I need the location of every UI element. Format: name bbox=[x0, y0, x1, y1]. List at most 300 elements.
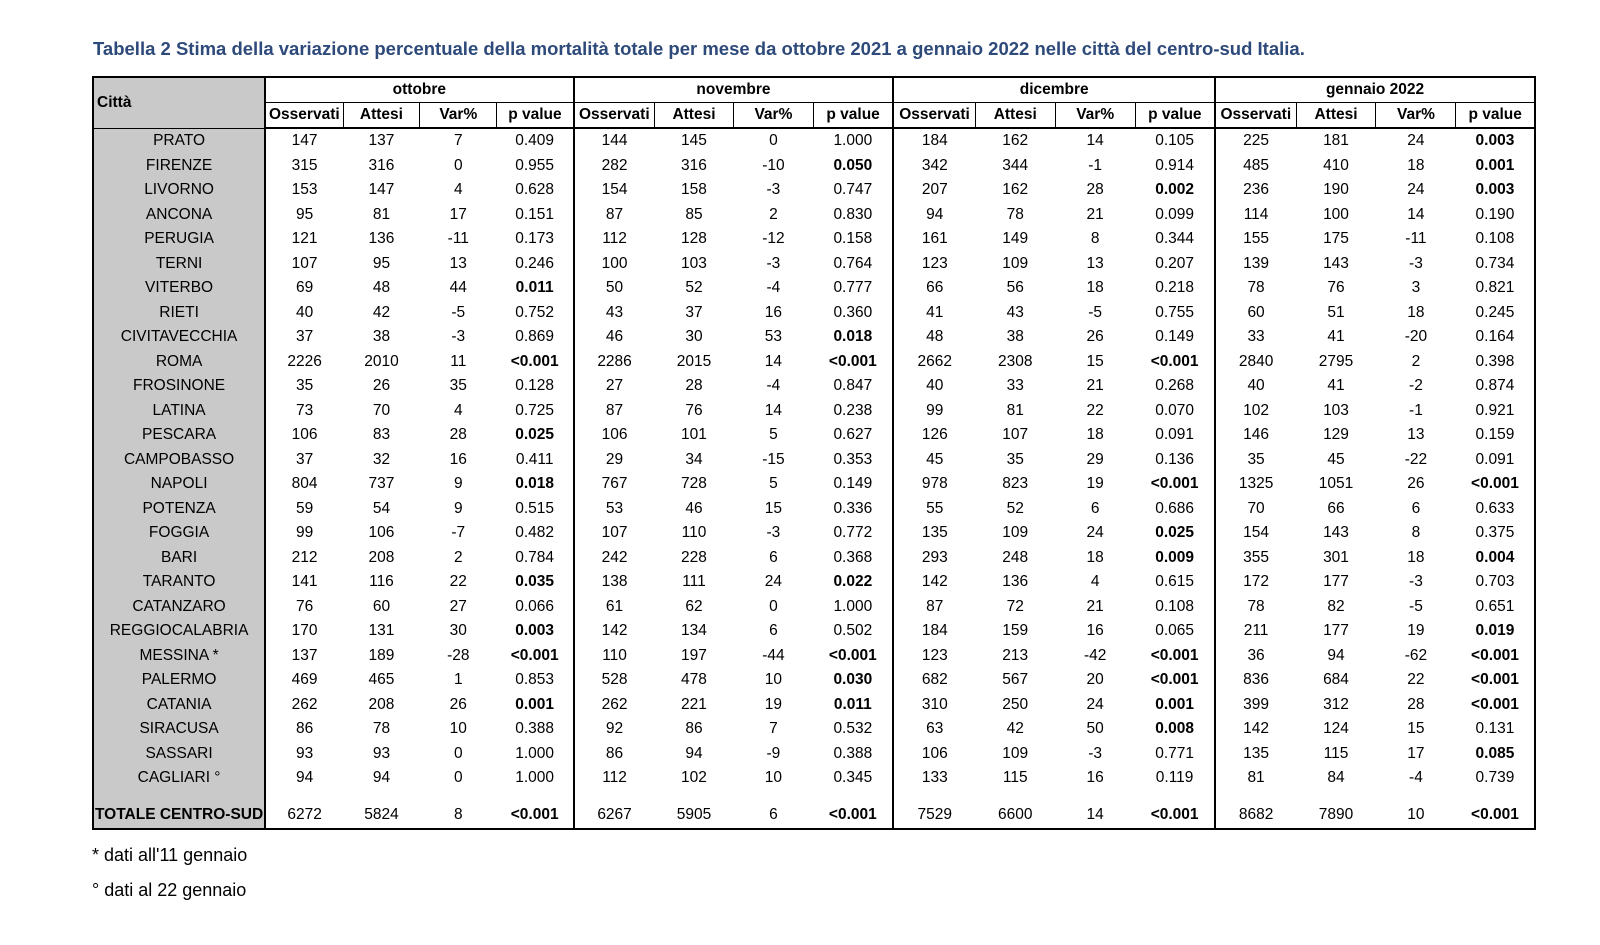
value-cell: 24 bbox=[1407, 181, 1425, 199]
value-cell: 1051 bbox=[1318, 475, 1354, 493]
value-cell: 128 bbox=[681, 230, 707, 248]
value-cell: 0.001 bbox=[1155, 695, 1194, 713]
value-cell: 158 bbox=[681, 181, 707, 199]
value-cell: 0.065 bbox=[1155, 622, 1194, 640]
value-cell: 69 bbox=[265, 276, 343, 301]
value-cell: 4 bbox=[1090, 573, 1100, 591]
value-cell: 0.018 bbox=[515, 475, 555, 493]
city-cell: TARANTO bbox=[93, 570, 265, 595]
spacer-cell bbox=[420, 791, 497, 802]
value-cell: 0.128 bbox=[515, 377, 555, 395]
value-cell: 316 bbox=[681, 156, 707, 174]
value-cell: 84 bbox=[1327, 769, 1345, 787]
city-header: Città bbox=[93, 77, 265, 128]
value-cell: -4 bbox=[766, 377, 781, 395]
value-cell: 177 bbox=[1323, 573, 1349, 591]
value-cell: 106 bbox=[265, 423, 343, 448]
value-cell: 82 bbox=[1327, 597, 1345, 615]
value-cell: 1325 bbox=[1215, 472, 1296, 497]
value-cell: 0.874 bbox=[1475, 377, 1515, 395]
value-cell: 16 bbox=[1086, 622, 1104, 640]
value-cell: 54 bbox=[372, 499, 391, 517]
value-cell: 0.921 bbox=[1475, 401, 1515, 419]
value-cell: 103 bbox=[681, 254, 707, 272]
city-cell: MESSINA * bbox=[93, 644, 265, 669]
spacer-cell bbox=[813, 791, 893, 802]
value-cell: 24 bbox=[1086, 524, 1104, 542]
value-cell: 208 bbox=[368, 695, 395, 713]
value-cell: 262 bbox=[265, 693, 343, 718]
value-cell: 133 bbox=[893, 766, 975, 791]
value-cell: 83 bbox=[372, 426, 391, 444]
value-cell: 0.409 bbox=[515, 132, 555, 150]
value-cell: 107 bbox=[265, 252, 343, 277]
value-cell: 92 bbox=[574, 717, 655, 742]
value-cell: 21 bbox=[1086, 597, 1104, 615]
value-cell: <0.001 bbox=[1471, 695, 1519, 713]
value-cell: 2015 bbox=[676, 352, 712, 370]
value-cell: 684 bbox=[1323, 671, 1349, 689]
value-cell: 208 bbox=[368, 548, 395, 566]
city-cell: FROSINONE bbox=[93, 374, 265, 399]
table-row bbox=[93, 203, 1535, 228]
table-row bbox=[93, 766, 1535, 791]
value-cell: 106 bbox=[574, 423, 655, 448]
value-cell: 767 bbox=[574, 472, 655, 497]
subheader-cell: Var% bbox=[1055, 103, 1135, 129]
city-cell: ROMA bbox=[93, 350, 265, 375]
value-cell: 103 bbox=[1323, 401, 1349, 419]
value-cell: 0.025 bbox=[515, 426, 555, 444]
table-title: Tabella 2 Stima della variazione percentuale della mortalità totale per mese da ottobre 2021 a gennaio 2022 nelle città del centro-sud Italia. bbox=[93, 38, 1305, 59]
spacer-cell bbox=[1456, 791, 1535, 802]
value-cell: 144 bbox=[574, 128, 655, 154]
city-cell: BARI bbox=[93, 546, 265, 571]
value-cell: 136 bbox=[368, 230, 395, 248]
value-cell: 10 bbox=[764, 671, 783, 689]
value-cell: 135 bbox=[1215, 742, 1296, 767]
footnote-messina: * dati all'11 gennaio bbox=[92, 845, 248, 865]
value-cell: 76 bbox=[1327, 279, 1345, 297]
value-cell: 213 bbox=[1002, 646, 1029, 664]
table-row bbox=[93, 252, 1535, 277]
value-cell: 87 bbox=[574, 399, 655, 424]
value-cell: 153 bbox=[265, 178, 343, 203]
value-cell: 110 bbox=[574, 644, 655, 669]
spacer-cell bbox=[655, 791, 734, 802]
value-cell: 0.018 bbox=[833, 328, 873, 346]
value-cell: 7 bbox=[769, 720, 778, 738]
table-row bbox=[93, 742, 1535, 767]
value-cell: 1.000 bbox=[515, 769, 555, 787]
value-cell: 94 bbox=[1327, 646, 1345, 664]
spacer-cell bbox=[497, 791, 574, 802]
value-cell: 0.368 bbox=[833, 548, 873, 566]
value-cell: 0.375 bbox=[1475, 524, 1515, 542]
value-cell: 181 bbox=[1323, 132, 1349, 150]
value-cell: 399 bbox=[1215, 693, 1296, 718]
value-cell: 41 bbox=[893, 301, 975, 326]
value-cell: 37 bbox=[265, 325, 343, 350]
value-cell: 143 bbox=[1323, 524, 1349, 542]
spacer-cell bbox=[1055, 791, 1135, 802]
value-cell: 20 bbox=[1086, 671, 1104, 689]
value-cell: 0.268 bbox=[1155, 377, 1194, 395]
spacer-cell bbox=[265, 791, 343, 802]
city-cell: PALERMO bbox=[93, 668, 265, 693]
value-cell: 15 bbox=[764, 499, 783, 517]
value-cell: 0.151 bbox=[515, 205, 555, 223]
city-cell: CATANIA bbox=[93, 693, 265, 718]
value-cell: -3 bbox=[766, 181, 781, 199]
value-cell: 18 bbox=[1407, 303, 1425, 321]
value-cell: 0.703 bbox=[1475, 573, 1515, 591]
value-cell: 0.066 bbox=[515, 597, 555, 615]
value-cell: <0.001 bbox=[828, 646, 877, 664]
value-cell: <0.001 bbox=[1150, 646, 1199, 664]
value-cell: 315 bbox=[265, 154, 343, 179]
value-cell: 0.091 bbox=[1475, 450, 1515, 468]
value-cell: 0.502 bbox=[833, 622, 873, 640]
value-cell: 1.000 bbox=[833, 132, 873, 150]
value-cell: 63 bbox=[893, 717, 975, 742]
value-cell: 15 bbox=[1086, 352, 1104, 370]
value-cell: 0.070 bbox=[1155, 401, 1194, 419]
value-cell: 94 bbox=[372, 769, 391, 787]
value-cell: 8 bbox=[1090, 230, 1100, 248]
city-cell: CIVITAVECCHIA bbox=[93, 325, 265, 350]
value-cell: 0.830 bbox=[833, 205, 873, 223]
value-cell: 106 bbox=[368, 524, 395, 542]
value-cell: 112 bbox=[574, 766, 655, 791]
value-cell: 2840 bbox=[1215, 350, 1296, 375]
value-cell: 53 bbox=[574, 497, 655, 522]
value-cell: 100 bbox=[1323, 205, 1349, 223]
value-cell: 45 bbox=[1327, 450, 1345, 468]
value-cell: 0.011 bbox=[515, 279, 554, 297]
month-header-ottobre: ottobre bbox=[265, 77, 573, 103]
value-cell: -3 bbox=[766, 524, 781, 542]
value-cell: 344 bbox=[1002, 156, 1029, 174]
value-cell: 978 bbox=[893, 472, 975, 497]
subheader-row bbox=[93, 103, 1535, 129]
value-cell: 41 bbox=[1327, 328, 1345, 346]
value-cell: 22 bbox=[1407, 671, 1425, 689]
value-cell: <0.001 bbox=[1471, 475, 1519, 493]
value-cell: 123 bbox=[893, 252, 975, 277]
month-header-gennaio: gennaio 2022 bbox=[1215, 77, 1535, 103]
value-cell: 46 bbox=[685, 499, 703, 517]
value-cell: -3 bbox=[1088, 744, 1103, 762]
value-cell: 114 bbox=[1215, 203, 1296, 228]
value-cell: 112 bbox=[574, 227, 655, 252]
value-cell: 14 bbox=[1086, 132, 1104, 150]
value-cell: 16 bbox=[764, 303, 783, 321]
subheader-cell: Osservati bbox=[1215, 103, 1296, 129]
value-cell: 116 bbox=[369, 573, 394, 591]
value-cell: 9 bbox=[453, 475, 463, 493]
table-row bbox=[93, 668, 1535, 693]
spacer-cell bbox=[975, 791, 1055, 802]
month-header-dicembre: dicembre bbox=[893, 77, 1215, 103]
table-row bbox=[93, 128, 1535, 154]
value-cell: -4 bbox=[766, 279, 781, 297]
value-cell: 126 bbox=[893, 423, 975, 448]
value-cell: 189 bbox=[368, 646, 395, 664]
value-cell: 42 bbox=[1006, 720, 1024, 738]
value-cell: 28 bbox=[685, 377, 703, 395]
value-cell: 7 bbox=[453, 132, 463, 150]
value-cell: 109 bbox=[1002, 254, 1029, 272]
value-cell: 0.764 bbox=[833, 254, 873, 272]
total-row bbox=[93, 802, 1535, 829]
value-cell: 78 bbox=[372, 720, 391, 738]
value-cell: 567 bbox=[1002, 671, 1029, 689]
value-cell: 18 bbox=[1086, 426, 1104, 444]
value-cell: 52 bbox=[1006, 499, 1024, 517]
value-cell: 52 bbox=[685, 279, 703, 297]
value-cell: 56 bbox=[1006, 279, 1024, 297]
value-cell: -1 bbox=[1088, 156, 1103, 174]
value-cell: 102 bbox=[1215, 399, 1296, 424]
value-cell: 18 bbox=[1086, 548, 1104, 566]
value-cell: 0.207 bbox=[1155, 254, 1194, 272]
value-cell: 35 bbox=[265, 374, 343, 399]
value-cell: 138 bbox=[574, 570, 655, 595]
value-cell: 0.747 bbox=[833, 181, 873, 199]
city-cell: CAMPOBASSO bbox=[93, 448, 265, 473]
value-cell: <0.001 bbox=[510, 646, 559, 664]
value-cell: 22 bbox=[449, 573, 467, 591]
value-cell: 76 bbox=[265, 595, 343, 620]
value-cell: 478 bbox=[681, 671, 707, 689]
value-cell: 78 bbox=[1215, 595, 1296, 620]
value-cell: 10 bbox=[449, 720, 467, 738]
value-cell: 24 bbox=[1407, 132, 1425, 150]
value-cell: 172 bbox=[1215, 570, 1296, 595]
value-cell: 85 bbox=[685, 205, 703, 223]
value-cell: 0.218 bbox=[1155, 279, 1194, 297]
value-cell: <0.001 bbox=[1471, 805, 1519, 823]
value-cell: 59 bbox=[265, 497, 343, 522]
value-cell: 93 bbox=[265, 742, 343, 767]
value-cell: 14 bbox=[764, 352, 783, 370]
value-cell: 0.003 bbox=[1475, 181, 1515, 199]
value-cell: 528 bbox=[574, 668, 655, 693]
value-cell: 0.009 bbox=[1155, 548, 1194, 566]
value-cell: 2286 bbox=[574, 350, 655, 375]
value-cell: 13 bbox=[1086, 254, 1104, 272]
value-cell: 2662 bbox=[893, 350, 975, 375]
value-cell: 310 bbox=[893, 693, 975, 718]
value-cell: 410 bbox=[1323, 156, 1349, 174]
value-cell: 26 bbox=[1407, 475, 1425, 493]
value-cell: 51 bbox=[1327, 303, 1345, 321]
table-row bbox=[93, 350, 1535, 375]
value-cell: 0.246 bbox=[515, 254, 555, 272]
value-cell: 137 bbox=[265, 644, 343, 669]
value-cell: 99 bbox=[265, 521, 343, 546]
value-cell: -11 bbox=[447, 230, 469, 248]
subheader-cell: Osservati bbox=[574, 103, 655, 129]
table-row bbox=[93, 399, 1535, 424]
city-cell: LATINA bbox=[93, 399, 265, 424]
month-header-novembre: novembre bbox=[574, 77, 894, 103]
value-cell: 33 bbox=[1006, 377, 1024, 395]
value-cell: 16 bbox=[449, 450, 467, 468]
value-cell: -5 bbox=[1088, 303, 1103, 321]
value-cell: 0.119 bbox=[1155, 769, 1194, 787]
value-cell: 0.955 bbox=[515, 156, 555, 174]
value-cell: 737 bbox=[368, 475, 395, 493]
value-cell: 76 bbox=[685, 401, 703, 419]
value-cell: 29 bbox=[574, 448, 655, 473]
value-cell: 0.853 bbox=[515, 671, 555, 689]
value-cell: 106 bbox=[893, 742, 975, 767]
value-cell: 100 bbox=[574, 252, 655, 277]
value-cell: 184 bbox=[893, 128, 975, 154]
value-cell: 19 bbox=[764, 695, 783, 713]
value-cell: 55 bbox=[893, 497, 975, 522]
spacer-row bbox=[93, 791, 1535, 802]
value-cell: 78 bbox=[1006, 205, 1024, 223]
value-cell: -7 bbox=[451, 524, 466, 542]
value-cell: 0.411 bbox=[515, 450, 554, 468]
value-cell: 0 bbox=[453, 156, 463, 174]
city-cell: PRATO bbox=[93, 128, 265, 154]
subheader-cell: p value bbox=[1135, 103, 1215, 129]
spacer-cell bbox=[93, 791, 265, 802]
value-cell: 485 bbox=[1215, 154, 1296, 179]
value-cell: 211 bbox=[1215, 619, 1296, 644]
value-cell: 0.847 bbox=[833, 377, 873, 395]
value-cell: 0.238 bbox=[833, 401, 873, 419]
spacer-cell bbox=[1135, 791, 1215, 802]
value-cell: 262 bbox=[574, 693, 655, 718]
value-cell: 6 bbox=[769, 548, 778, 566]
value-cell: 0.149 bbox=[1155, 328, 1194, 346]
value-cell: 0.019 bbox=[1475, 622, 1515, 640]
value-cell: 41 bbox=[1327, 377, 1345, 395]
table-row bbox=[93, 301, 1535, 326]
value-cell: 28 bbox=[1086, 181, 1104, 199]
value-cell: 0.004 bbox=[1475, 548, 1515, 566]
value-cell: 0.030 bbox=[833, 671, 873, 689]
value-cell: <0.001 bbox=[510, 352, 559, 370]
spacer-cell bbox=[1296, 791, 1376, 802]
value-cell: 0.615 bbox=[1155, 573, 1194, 591]
value-cell: 0.022 bbox=[833, 573, 873, 591]
value-cell: 149 bbox=[1002, 230, 1029, 248]
value-cell: 38 bbox=[372, 328, 391, 346]
value-cell: 135 bbox=[893, 521, 975, 546]
value-cell: 2010 bbox=[364, 352, 399, 370]
value-cell: 316 bbox=[368, 156, 395, 174]
city-cell: TERNI bbox=[93, 252, 265, 277]
value-cell: 26 bbox=[372, 377, 391, 395]
value-cell: 38 bbox=[1006, 328, 1024, 346]
value-cell: 29 bbox=[1086, 450, 1104, 468]
value-cell: 86 bbox=[685, 720, 703, 738]
value-cell: 34 bbox=[685, 450, 703, 468]
value-cell: 145 bbox=[681, 132, 707, 150]
value-cell: 81 bbox=[1215, 766, 1296, 791]
value-cell: 6267 bbox=[574, 802, 655, 829]
value-cell: 212 bbox=[265, 546, 343, 571]
value-cell: 0 bbox=[453, 744, 463, 762]
value-cell: 236 bbox=[1215, 178, 1296, 203]
value-cell: 70 bbox=[372, 401, 391, 419]
value-cell: 0.360 bbox=[833, 303, 873, 321]
value-cell: 0.914 bbox=[1155, 156, 1194, 174]
value-cell: 0.108 bbox=[1155, 597, 1194, 615]
value-cell: 0.336 bbox=[833, 499, 873, 517]
value-cell: 147 bbox=[265, 128, 343, 154]
value-cell: 146 bbox=[1215, 423, 1296, 448]
value-cell: 17 bbox=[449, 205, 467, 223]
value-cell: 0.784 bbox=[515, 548, 555, 566]
value-cell: 2 bbox=[453, 548, 463, 566]
value-cell: 0.164 bbox=[1475, 328, 1515, 346]
value-cell: 248 bbox=[1002, 548, 1029, 566]
value-cell: 60 bbox=[372, 597, 391, 615]
value-cell: 355 bbox=[1215, 546, 1296, 571]
value-cell: 5 bbox=[769, 426, 778, 444]
value-cell: 102 bbox=[681, 769, 707, 787]
table-row bbox=[93, 693, 1535, 718]
value-cell: 32 bbox=[372, 450, 391, 468]
table-row bbox=[93, 472, 1535, 497]
value-cell: 1 bbox=[453, 671, 463, 689]
value-cell: 37 bbox=[685, 303, 703, 321]
value-cell: 70 bbox=[1215, 497, 1296, 522]
value-cell: 1.000 bbox=[833, 597, 873, 615]
table-row bbox=[93, 717, 1535, 742]
value-cell: 155 bbox=[1215, 227, 1296, 252]
value-cell: 87 bbox=[893, 595, 975, 620]
value-cell: 33 bbox=[1215, 325, 1296, 350]
value-cell: 60 bbox=[1215, 301, 1296, 326]
table-row bbox=[93, 497, 1535, 522]
value-cell: 107 bbox=[1002, 426, 1029, 444]
value-cell: 0.725 bbox=[515, 401, 555, 419]
value-cell: -4 bbox=[1409, 769, 1423, 787]
value-cell: 301 bbox=[1323, 548, 1349, 566]
value-cell: 50 bbox=[1086, 720, 1104, 738]
value-cell: 0.772 bbox=[833, 524, 873, 542]
value-cell: 13 bbox=[449, 254, 467, 272]
city-cell: SASSARI bbox=[93, 742, 265, 767]
value-cell: 16 bbox=[1086, 769, 1104, 787]
value-cell: 110 bbox=[681, 524, 707, 542]
value-cell: 342 bbox=[893, 154, 975, 179]
value-cell: 0.245 bbox=[1475, 303, 1515, 321]
value-cell: 0.105 bbox=[1155, 132, 1194, 150]
value-cell: 136 bbox=[1002, 573, 1029, 591]
value-cell: 0.001 bbox=[1475, 156, 1515, 174]
table-row bbox=[93, 521, 1535, 546]
value-cell: 0.011 bbox=[833, 695, 872, 713]
value-cell: 35 bbox=[1215, 448, 1296, 473]
value-cell: 109 bbox=[1002, 524, 1029, 542]
value-cell: 22 bbox=[1086, 401, 1104, 419]
value-cell: 3 bbox=[1411, 279, 1421, 297]
value-cell: 7529 bbox=[893, 802, 975, 829]
value-cell: 123 bbox=[893, 644, 975, 669]
value-cell: 27 bbox=[574, 374, 655, 399]
value-cell: 0.739 bbox=[1475, 769, 1515, 787]
value-cell: 0.131 bbox=[1475, 720, 1515, 738]
